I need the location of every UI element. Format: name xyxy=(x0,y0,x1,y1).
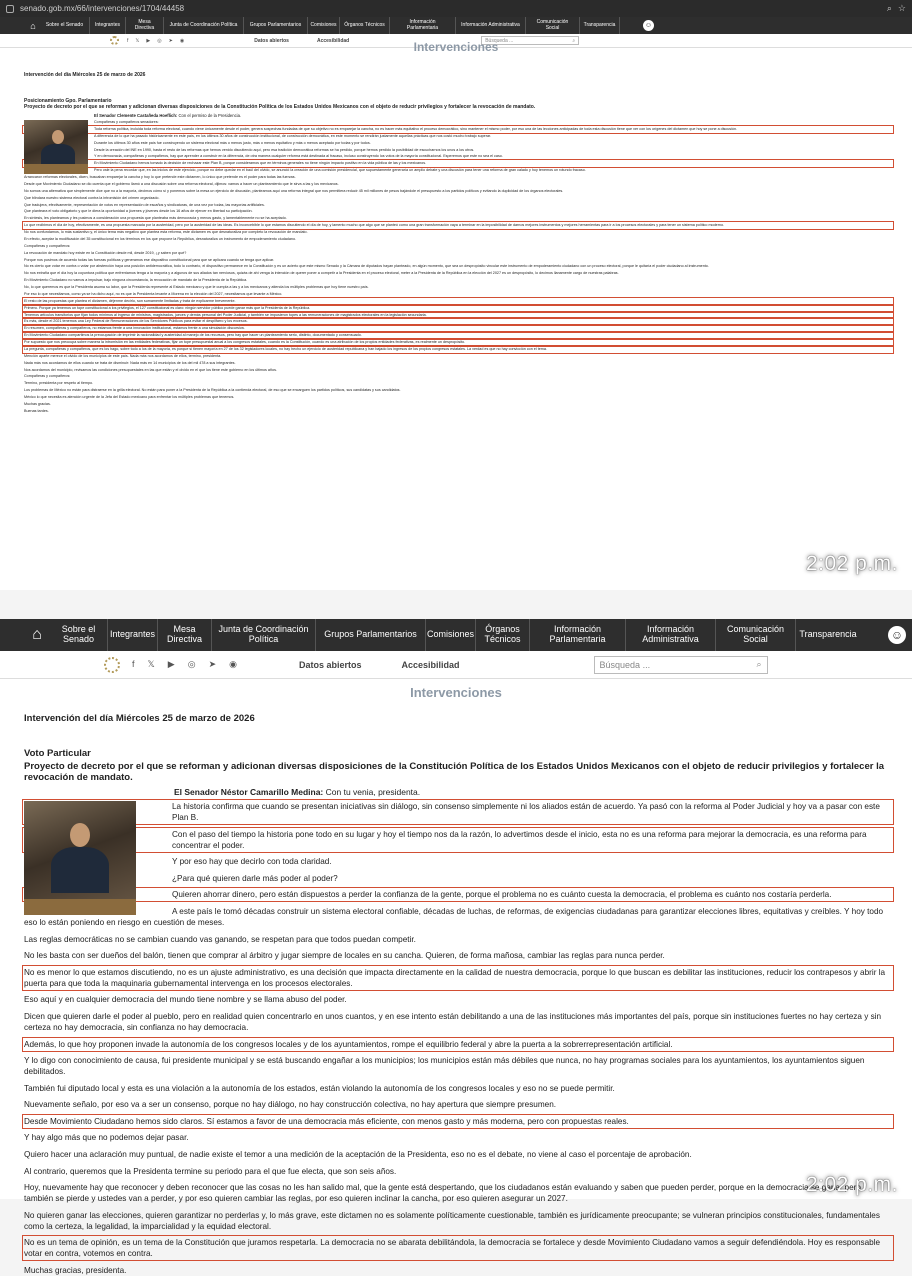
home-icon[interactable]: ⌂ xyxy=(30,20,36,31)
highlighted-paragraph: Tenemos artículos transitorios que fijan todos mínimos al ingreso de ministros, magistrados, jueces y demás personal del Poder Judicial, y también se impusieron topes a las remuneraciones de magistrados electorales en la legislación secundaria. xyxy=(24,313,892,318)
facebook-icon[interactable]: f xyxy=(132,659,135,669)
timestamp-overlay: 2:02 p.m. xyxy=(805,552,898,575)
section-heading: Intervenciones xyxy=(410,685,502,700)
search-icon[interactable]: ⌕ xyxy=(756,659,762,669)
speech-paragraph: Desde la creación del INE en 1990, hasta el resto de las reformas que hemos venido discutiendo aquí, pero esa tradición democrática reformas se ha perdido, porque hemos perdido la posibilidad de escucharnos los unos a los otros. xyxy=(94,147,475,152)
speech-paragraph: Que planteara el voto obligatorio y que le diera la oportunidad a jóvenes y jóvenes desde los 16 años de ejercer en libertad su participación. xyxy=(24,209,253,214)
speaker-name: El Senador Néstor Camarillo Medina: xyxy=(174,787,324,797)
x-icon[interactable]: 𝕏 xyxy=(135,37,140,44)
speech-paragraph: No es cierto que votar en contra o votar por abstención haya una posición antidemocrática, todo lo contrario, el dispositivo permanece en la Constitución y es un acierto que este mismo Senado y la Cámara de diputados hayan planteado, en algún momento, que sea un despropósito vincular este instrumento de empoderamiento ciudadano con un proceso electoral, porque le quitaría el poder ciudadano al instrumento. xyxy=(24,264,709,269)
speech-paragraph: Buenas tardes. xyxy=(24,408,49,413)
intervention-content xyxy=(0,713,912,1276)
speech-paragraph: Compañeras y compañeros: xyxy=(24,374,71,379)
speech-paragraph: Y en democracia, compañeras y compañeros, hay que aprender a construir en la diferencia, de otra manera cualquier reforma está destinada al fracaso, incluso construyendo los votos de la mayoría constitucional. Esperemos que este no sea el caso. xyxy=(94,154,503,159)
highlighted-paragraph: En Movimiento Ciudadano compartimos la preocupación de imprimir la racionalidad y austeridad al manejo de los recursos, pero hay que hacer un planteamiento serio, distinto, documentado y consensuado. xyxy=(24,333,892,338)
nav-item-junta[interactable]: Junta de Coordinación Política xyxy=(164,17,244,34)
x-icon[interactable]: 𝕏 xyxy=(147,659,155,669)
speech-paragraph: Muchas gracias, presidenta. xyxy=(24,1265,127,1275)
nav-item-info-parlamentaria[interactable]: Información Parlamentaria xyxy=(390,17,456,34)
speaker-greeting: Con el permiso de la Presidencia. xyxy=(177,113,242,118)
speech-paragraph: Que tradujera, efectivamente, representación de votos en representación de escaños y sindicaturas, de una vez por todas, las mayorías artificiales. xyxy=(24,202,265,207)
youtube-icon[interactable]: ▶ xyxy=(146,37,151,44)
speech-paragraph: Desde que Movimiento Ciudadano se dio cuenta que el gobierno llamó a una discusión sobre una reforma electoral, dijimos: vamos a hacer un planteamiento que le sirva a las y los mexicanos. xyxy=(24,181,339,186)
speech-paragraph: También fui diputado local y esta es una violación a la autonomía de los estados, están violando la autonomía de los congresos locales y eso no se puede permitir. xyxy=(24,1083,615,1093)
highlighted-paragraph: En Movimiento Ciudadano hemos tomado la decisión de rechazar este Plan B, porque consideramos que en términos generales no tiene ningún impacto positivo en la vida pública de las y los mexicanos. xyxy=(24,161,892,166)
decree-title: Proyecto de decreto por el que se reforman y adicionan diversas disposiciones de la Constitución Política de los Estados Unidos Mexicanos con el objeto de reducir privilegios y fortalecer la revocación de mandato. xyxy=(24,104,536,110)
nav-item-organos[interactable]: Órganos Técnicos xyxy=(340,17,390,34)
nav-item-info-administrativa[interactable]: Información Administrativa xyxy=(626,619,716,651)
highlighted-paragraph: Con el paso del tiempo la historia pone todo en su lugar y hoy el tiempo nos da la razón, lo advertimos desde el inicio, esta no es una reforma para mejorar la democracia, es una reforma para concentrar el poder. xyxy=(24,829,892,851)
highlighted-paragraph: La pregunta, compañeras y compañeros, que es los hago, sobre todo a los de la mayoría, es porque si tienen mayoría en 27 de los 32 legisladores locales, no hay hecho un ejercicio de austeridad republicana y han bajado los ingresos de los propios congresos estatales. La verdad es que no hay convicción con el tema. xyxy=(24,347,892,352)
screenshot-gap xyxy=(0,590,912,619)
speech-paragraph: Las reglas democráticas no se cambian cuando vas ganando, se respetan para que todos puedan competir. xyxy=(24,934,416,944)
speaker-photo-podium xyxy=(24,164,88,174)
speech-paragraph: Compañeras y compañeros senadores: xyxy=(94,120,159,124)
speech-paragraph: Y lo digo con conocimiento de causa, fui presidente municipal y se está buscando engañar a los municipios; los municipios están más débiles que nunca, no hay programas sociales para los ayuntamientos, los ayuntamientos siguen debilitados. xyxy=(24,1056,865,1077)
site-info-icon[interactable] xyxy=(6,5,14,13)
highlighted-paragraph: Lo que recibimos el día de hoy, efectivamente, es una propuesta marcada por la austeridad, pero por la austeridad de las ideas. Es inconcebible lo que estamos discutiendo el día de hoy, y lamento mucho que algo que se planteó como una gran transformación vaya a terminar en la imposibilidad de darnos mejores instrumentos y mejores herramientas para ir a los procesos electorales y para tener un sistema político moderno. xyxy=(24,223,892,228)
speech-paragraph: En Movimiento Ciudadano no vamos a impulsar, bajo ninguna circunstancia, la revocación de mandato de la Presidenta de la República. xyxy=(24,278,248,283)
nav-item-integrantes[interactable]: Integrantes xyxy=(90,17,126,34)
highlighted-paragraph: No es menor lo que estamos discutiendo, no es un ajuste administrativo, es una decisión que impacta directamente en la calidad de nuestra democracia, porque lo que buscan es debilitar las instituciones, reducir los contrapesos y abrir la puerta para que toda la maquinaria gubernamental intervenga en los procesos electorales. xyxy=(24,967,892,989)
speaker-line xyxy=(174,787,892,797)
nav-item-info-administrativa[interactable]: Información Administrativa xyxy=(456,17,526,34)
home-icon[interactable]: ⌂ xyxy=(32,626,42,643)
highlighted-paragraph: No es un tema de opinión, es un tema de la Constitución que juramos respetarla. La democracia no se abarata debilitándola, la democracia se fortalece y desde Movimiento Ciudadano vamos a seguir defendiéndola. Hoy es responsable votar en contra, votemos en contra. xyxy=(24,1237,892,1259)
nav-item-info-parlamentaria[interactable]: Información Parlamentaria xyxy=(530,619,626,651)
senado-logo[interactable] xyxy=(110,36,119,45)
speech-paragraph: No nos extraña que el día hoy la coyuntura política que enfrentamos tenga a la mayoría y a algunos de sus aliados tan nerviosos, quizás de ahí venga la intención de querer poner a competir a la Presidenta en el proceso electoral, meter a la Presidenta de la República en la elección del 2027 es un despropósito, lo decimos llanamente cargo de nuestras palabras. xyxy=(24,271,619,276)
highlighted-paragraph: Es más, desde el 2021 tenemos una Ley Federal de Remuneraciones de los Servidores Públicos para evitar el despilfarro y los excesos. xyxy=(24,319,892,324)
nav-item-transparencia[interactable]: Transparencia xyxy=(580,17,620,34)
nav-item-junta[interactable]: Junta de Coordinación Política xyxy=(212,619,316,651)
section-heading: Intervenciones xyxy=(413,40,499,54)
accessibility-icon[interactable]: ☺ xyxy=(888,626,906,644)
speech-paragraph: No, lo que queremos es que la Presidenta asuma su labor, que la Presidenta represente al Estado mexicano y que le cumpla a las y a los mexicanos y atienda los múltiples problemas que hoy tiene nuestro país. xyxy=(24,285,369,289)
speech-paragraph: Compañeras y compañeros: xyxy=(24,243,71,248)
timestamp-overlay: 2:02 p.m. xyxy=(805,1173,898,1196)
speaker-name: El Senador Clemente Castañeda Hoeflich: xyxy=(94,113,178,118)
speech-paragraph: Y hay algo más que no podemos dejar pasar. xyxy=(24,1133,189,1143)
speech-paragraph: Y por eso hay que decirlo con toda claridad. xyxy=(172,857,332,867)
speech-paragraph: Porque nos pusimos de acuerdo todas las fuerzas políticas y generamos ese dispositivo constitucional para que se aplicara cuando se tenga que aplicar. xyxy=(24,257,275,262)
speech-paragraph: Eso aquí y en cualquier democracia del mundo tiene nombre y se llama abuso del poder. xyxy=(24,995,347,1005)
position-label: Voto Particular xyxy=(24,748,91,759)
speech-paragraphs xyxy=(24,120,892,414)
open-data-link[interactable]: Datos abiertos xyxy=(254,37,289,44)
nav-item-mesa-directiva[interactable]: Mesa Directiva xyxy=(158,619,212,651)
senado-logo[interactable] xyxy=(104,657,120,673)
speech-paragraph: Dicen que quieren darle el poder al pueblo, pero en realidad quien concentrarlo en unos cuantos, y en ese intento están debilitando a una de las instituciones más importantes del país, porque sin instituciones fuertes no hay certeza y sin certeza no hay democracia, sin confianza no hay democracia. xyxy=(24,1011,882,1032)
intervention-date: Intervención del día Miércoles 25 de marzo de 2026 xyxy=(24,72,146,78)
highlighted-paragraph: Toda reforma política, incluida toda reforma electoral, cuando viene únicamente desde el poder, genera sospechas fundadas de que su objetivo no es emparejar la cancha, no es hacer más equitativo el proceso democrático, sino mantener el mismo poder, por eso una de las lecciones anticipadas de toda esta discusión tiene que ver con los orígenes del dictamen que hoy se pone a discusión. xyxy=(24,127,892,132)
search-icon[interactable]: ⌕ xyxy=(572,37,576,44)
url-text[interactable]: senado.gob.mx/66/intervenciones/1704/44458 xyxy=(20,4,185,13)
utility-bar xyxy=(0,651,912,679)
speech-paragraph: No les basta con ser dueños del balón, tienen que comprar al árbitro y jugar siempre de locales en su cancha. Quieren, de forma mañosa, cambiar las reglas para nunca perder. xyxy=(24,951,665,961)
speaker-photo-figure xyxy=(51,847,109,893)
highlighted-paragraph: Desde Movimiento Ciudadano hemos sido claros. Sí estamos a favor de una democracia más eficiente, con menos gasto y más moderna, pero con propuestas reales. xyxy=(24,1116,892,1127)
main-navigation xyxy=(0,17,912,34)
position-label: Posicionamiento Gpo. Parlamentario xyxy=(24,98,112,104)
speech-paragraphs xyxy=(24,801,892,1276)
nav-item-transparencia[interactable]: Transparencia xyxy=(799,629,857,640)
speech-paragraph: A este país le tomó décadas construir un sistema electoral confiable, décadas de luchas, de reformas, de exigencias ciudadanas para garantizar elecciones libres, equitativas y creíbles. Y hoy todo eso lo están poniendo en riesgo en cuestión de meses. xyxy=(24,906,884,927)
speaker-photo-head xyxy=(52,130,64,144)
youtube-icon[interactable]: ▶ xyxy=(167,659,175,669)
highlighted-paragraph: Primero. Porque ya tenemos un tope constitucional a los privilegios, el 127 constitucional es claro: ningún servidor público puede ganar más que la Presidenta de la República. xyxy=(24,306,892,311)
speech-paragraph: Mención aparte merece el olvido de los municipios de este país. Nada más nos acordamos de ellos, termino, presidenta. xyxy=(24,353,222,358)
speech-paragraph: Nos acordamos del municipio, revisamos las condiciones presupuestales en las que están y el olvido en el que los tiene este gobierno en los últimos años. xyxy=(24,367,277,372)
speech-paragraph: Al contrario, queremos que la Presidenta termine su periodo para el que fue electa, que son seis años. xyxy=(24,1166,397,1176)
speech-paragraph: A diferencia de lo que ha pasado históricamente en este país, en los últimos 30 años de construcción institucional, de construcción democrática, en este momento se rendirán justamente aquellas prácticas que nos costó mucho trabajo superar. xyxy=(94,133,492,138)
facebook-icon[interactable]: f xyxy=(127,37,129,44)
speech-paragraph: No nos confundamos, lo más sustantivo y, el único tema más negativo que plantea esta reforma, este dictamen es que desnaturaliza por completo la revocación de mandato. xyxy=(24,230,308,234)
telegram-icon[interactable]: ➤ xyxy=(208,659,217,669)
speech-paragraph: No quieren ganar las elecciones, quieren garantizar no perderlas y, lo más grave, este dictamen no es solamente políticamente cuestionable, también es jurídicamente preocupante; se vulneran principios constitucionales, fundamentales como la certeza, la legalidad, la imparcialidad y la equidad electoral. xyxy=(24,1210,880,1231)
speech-paragraph: México lo que necesita es atención urgente de la Jefa del Estado mexicano para enfrentar los múltiples problemas que tenemos. xyxy=(24,395,235,399)
nav-item-sobre-el-senado[interactable]: Sobre el Senado xyxy=(50,619,108,651)
speech-paragraph: Nada más nos acordamos de ellos cuando se trata de disminuir: Nada más en 14 municipios de los del mil 478 a sus integrantes. xyxy=(24,360,236,365)
nav-item-grupos[interactable]: Grupos Parlamentarios xyxy=(316,619,426,651)
open-data-link[interactable]: Datos abiertos xyxy=(298,659,362,670)
speaker-photo xyxy=(24,120,88,174)
speaker-photo-head xyxy=(70,823,90,847)
main-navigation xyxy=(0,619,912,651)
telegram-icon[interactable]: ➤ xyxy=(168,37,173,44)
spotify-icon[interactable]: ◉ xyxy=(229,659,237,669)
speech-paragraph: En síntesis, les planteamos y les pusimos a consideración una propuesta que planteaba más democracia y menos gasto, y lamentablemente no se ha aceptado. xyxy=(24,216,287,221)
nav-item-comunicacion[interactable]: Comunicación Social xyxy=(526,17,580,34)
nav-item-mesa-directiva[interactable]: Mesa Directiva xyxy=(126,17,164,34)
search-input[interactable] xyxy=(594,656,768,674)
social-links xyxy=(132,659,237,670)
speech-paragraph: No somos una alternativa que simplemente dice que no a la mayoría, decimos cómo sí y ponemos sobre la mesa un ejercicio de discusión, planteamos aquí una reforma integral que nos permitiera reducir 45 mil millones de pesos bajándole el presupuesto a los partidos políticos y evitando la duplicidad de los órganos electorales. xyxy=(24,188,564,193)
speech-paragraph: Termino, presidenta por respeto al tiempo. xyxy=(24,381,94,386)
instagram-icon[interactable]: ◎ xyxy=(187,659,196,669)
nav-item-sobre-el-senado[interactable]: Sobre el Senado xyxy=(40,17,90,34)
screenshot-first xyxy=(0,0,912,590)
social-links xyxy=(127,38,184,44)
nav-item-comunicacion[interactable]: Comunicación Social xyxy=(716,619,796,651)
accessibility-link[interactable]: Accesibilidad xyxy=(401,659,460,670)
nav-item-integrantes[interactable]: Integrantes xyxy=(108,619,158,651)
highlighted-paragraph: En resumen, compañeras y compañeros, no estamos frente a una innovación institucional, estamos frente a una simulación discursiva. xyxy=(24,326,892,331)
highlighted-paragraph: El resto de las propuestas que plantea el dictamen, déjenme decirlo, son sumamente limitadas y trata de explicarme brevemente. xyxy=(24,299,892,304)
speech-paragraph: Que blindara nuestro sistema electoral contra la intromisión del crimen organizado. xyxy=(24,195,160,200)
accessibility-icon[interactable]: ☺ xyxy=(644,22,653,29)
highlighted-paragraph: Por supuesto que nos preocupa sobre manera la intromisión en las entidades federativas, fijar un tope presupuestal anual a los congresos estatales, cuando es la Constitución, cuando es una atribución de los propios entidades federativas, es realmente un despropósito. xyxy=(24,340,892,345)
intervention-date: Intervención del día Miércoles 25 de marzo de 2026 xyxy=(24,713,255,724)
highlighted-paragraph: Quieren ahorrar dinero, pero están dispuestos a perder la confianza de la gente, porque el problema no es cuánto cuesta la democracia, el problema es cuánto nos costaría perderla. xyxy=(24,889,892,900)
screenshot-second xyxy=(0,619,912,1275)
speech-paragraph: Durante los últimos 30 años este país fue construyendo un sistema electoral más o menos justo, más o menos equitativo y más o menos aceptado por todas y por todos. xyxy=(94,140,371,145)
spotify-icon[interactable]: ◉ xyxy=(179,37,185,44)
accessibility-link[interactable]: Accesibilidad xyxy=(316,37,350,44)
speech-paragraph: Arrancaron reformas electorales, dicen, buscaban emparejar la cancha y hoy lo que pretende este dictamen, lo único que pretende es el poder para todas las fuerzas. xyxy=(24,175,296,179)
nav-item-grupos[interactable]: Grupos Parlamentarios xyxy=(244,17,308,34)
nav-item-organos[interactable]: Órganos Técnicos xyxy=(476,619,530,651)
speaker-photo xyxy=(24,801,136,915)
star-icon[interactable]: ☆ xyxy=(897,3,906,13)
nav-item-comisiones[interactable]: Comisiones xyxy=(308,17,340,34)
speech-paragraph: Pero vale la pena recordar que, en las inicios de este ejercicio, porque no debe quedar en el baúl del olvido, se anunció la creación de una comisión presidencial, que supuestamente generaría un amplio debate y una discusión para tener una reforma de gran calado y hoy tenemos un rotundo fracaso. xyxy=(94,168,586,173)
search-icon[interactable]: ⌕ xyxy=(886,3,892,13)
nav-item-comisiones[interactable]: Comisiones xyxy=(426,619,476,651)
speech-paragraph: Muchas gracias. xyxy=(24,401,51,406)
speech-paragraph: Nuevamente señalo, por eso va a ser un consenso, porque no hay diálogo, no hay construcción colectiva, no hay apertura que siempre presumen. xyxy=(24,1100,557,1110)
highlighted-paragraph: La historia confirma que cuando se presentan iniciativas sin diálogo, sin consenso simplemente ni los aliados están de acuerdo. Ya pasó con la reforma al Poder Judicial y hoy va a pasar con este Plan B. xyxy=(24,801,892,823)
instagram-icon[interactable]: ◎ xyxy=(157,37,162,44)
speaker-greeting: Con tu venia, presidenta. xyxy=(323,787,421,797)
speaker-line xyxy=(94,113,892,118)
decree-title: Proyecto de decreto por el que se reforman y adicionan diversas disposiciones de la Constitución Política de los Estados Unidos Mexicanos con el objeto de reducir privilegios y fortalecer la revocación de mandato. xyxy=(24,761,884,783)
speech-paragraph: Hoy, nuevamente hay que reconocer y deben reconocer que las cosas no les han salido mal, que la gente está despertando, que los ciudadanos están evaluando y saben que pueden perder, porque en la democracia se gana, pero también se pierde y ustedes van a perder, y por eso quieren cambiar las reglas, por eso quieren inclinar la cancha, por eso quieren asegurar un 2027. xyxy=(24,1183,861,1204)
browser-address-bar[interactable] xyxy=(0,0,912,17)
search-placeholder: Búsqueda ... xyxy=(485,37,514,44)
speaker-photo-podium xyxy=(24,899,136,915)
speech-paragraph: Por eso lo que necesitamos, como ya se ha dicho aquí, no es que la Presidenta levante a Morena en la elección del 2027, necesitamos que levante a México. xyxy=(24,291,283,296)
intervention-content xyxy=(0,72,912,414)
speech-paragraph: En efecto, aceptar la modificación del 35 constitucional en los términos en los que propone la República, desnaturaliza un instrumento de empoderamiento ciudadano. xyxy=(24,236,297,241)
speech-paragraph: Los problemas de México no están para distraerse en la grilla electoral. No están para poner a la Presidenta de la República a la contienda electoral, de eso que se encarguen los partidos políticos, sus candidatas y sus candidatos. xyxy=(24,388,401,393)
speech-paragraph: Quiero hacer una aclaración muy puntual, de nadie existe el temor a una medición de la aceptación de la Presidenta, eso no es el debate, no viene al caso el porcentaje de aprobación. xyxy=(24,1149,692,1159)
highlighted-paragraph: Además, lo que hoy proponen invade la autonomía de los congresos locales y de los ayuntamientos, rompe el equilibrio federal y abre la puerta a la sobrerrepresentación artificial. xyxy=(24,1039,892,1050)
speech-paragraph: ¿Para qué quieren darle más poder al poder? xyxy=(172,873,338,883)
speech-paragraph: La revocación de mandato hoy existe en la Constitución desde mil, desde 2019, ¿y saben por qué? xyxy=(24,250,187,255)
search-placeholder: Búsqueda ... xyxy=(599,659,651,670)
